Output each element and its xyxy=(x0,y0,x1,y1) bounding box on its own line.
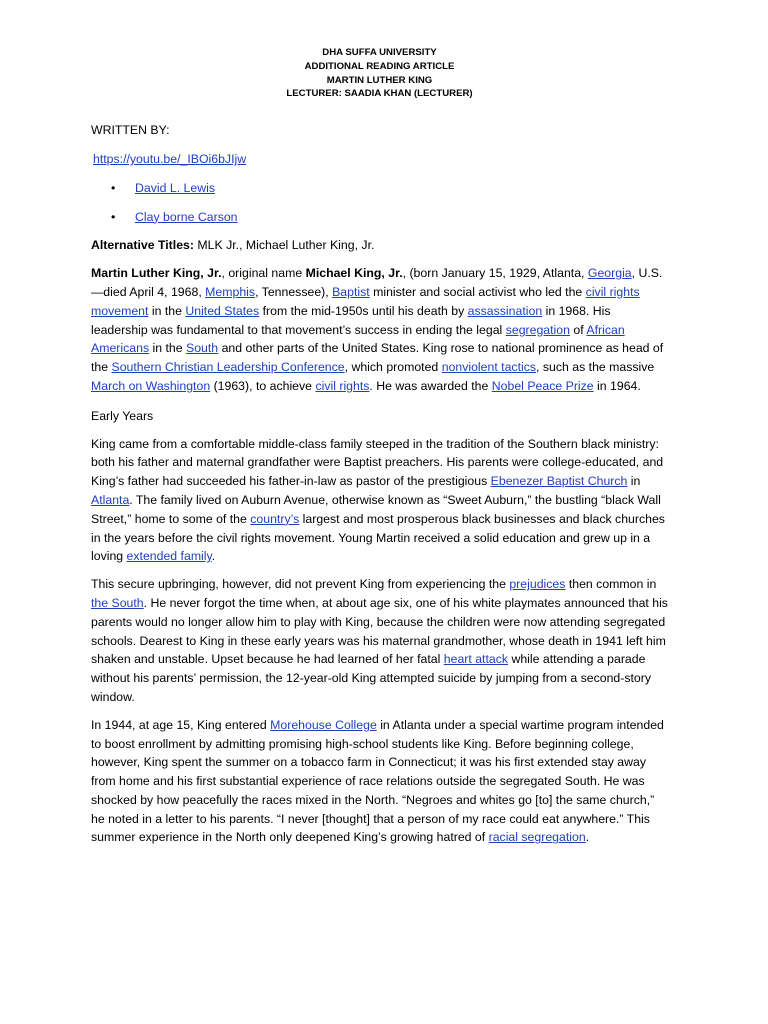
text-run: , (born January 15, 1929, Atlanta, xyxy=(402,266,588,281)
link-georgia[interactable]: Georgia xyxy=(587,266,632,281)
text-run: in the xyxy=(148,303,186,318)
link-atlanta[interactable]: Atlanta xyxy=(91,492,130,507)
text-run: from the mid-1950s until his death by xyxy=(259,303,468,318)
list-item xyxy=(111,208,668,227)
link-civil-rights-movement[interactable]: civil rights movement xyxy=(91,284,640,318)
article-type: ADDITIONAL READING ARTICLE xyxy=(304,60,455,72)
text-run: King came from a comfortable middle-class family steeped in the tradition of the Southern black ministry: both his father and maternal grandfather were Baptist preachers. His parents were college-educated, and King’s father had succeeded his father-in-law as pastor of the prestigious xyxy=(91,436,664,489)
link-south[interactable]: South xyxy=(186,341,219,356)
link-the-south[interactable]: the South xyxy=(91,595,144,610)
bullet-icon: • xyxy=(111,180,116,195)
link-sclc[interactable]: Southern Christian Leadership Conference xyxy=(111,360,345,375)
link-assassination[interactable]: assassination xyxy=(467,303,543,318)
link-countrys[interactable]: country’s xyxy=(250,511,300,526)
text-run: in Atlanta under a special wartime program intended to boost enrollment by admitting promising high-school students like King. Before beginning college, however, King spent the summer on a tobacco farm in Connecticut; it was his first extended stay away from home and his first substantial experience of race relations outside the segregated South. He was shocked by how peacefully the races mixed in the North. “Negroes and whites go [to] the same church,” he noted in a letter to his parents. “I never [thought] that a person of my race could eat anywhere.” This summer experience in the North only deepened King’s growing hatred of xyxy=(91,717,664,845)
lecturer-line: LECTURER: SAADIA KHAN (LECTURER) xyxy=(286,88,473,100)
text-run: , Tennessee), xyxy=(255,284,333,299)
section-heading-early-years: Early Years xyxy=(91,408,154,423)
document-header xyxy=(91,46,668,101)
link-nonviolent-tactics[interactable]: nonviolent tactics xyxy=(441,360,537,375)
link-african-americans[interactable]: African Americans xyxy=(91,322,625,356)
link-memphis[interactable]: Memphis xyxy=(205,284,256,299)
alternative-titles xyxy=(91,236,668,255)
text-run: , such as the massive xyxy=(536,360,655,375)
link-segregation[interactable]: segregation xyxy=(505,322,570,337)
bullet-icon: • xyxy=(111,209,116,224)
link-march-on-washington[interactable]: March on Washington xyxy=(91,378,211,393)
text-run: This secure upbringing, however, did not prevent King from experiencing the xyxy=(91,577,510,592)
article-title: MARTIN LUTHER KING xyxy=(326,74,433,86)
text-run: in 1968. His leadership was fundamental to that movement’s success in ending the legal xyxy=(91,303,611,337)
text-run: , original name xyxy=(221,266,306,281)
early-years-paragraph-2 xyxy=(91,575,668,707)
text-run: . xyxy=(211,549,216,564)
source-link-line xyxy=(91,150,668,169)
text-run: , U.S.—died April 4, 1968, xyxy=(91,266,663,299)
link-morehouse-college[interactable]: Morehouse College xyxy=(270,717,377,732)
text-run: In 1944, at age 15, King entered xyxy=(91,717,271,732)
list-item xyxy=(111,179,668,198)
text-run: , which promoted xyxy=(344,360,442,375)
alternative-titles-label: Alternative Titles: xyxy=(91,238,194,253)
link-extended-family[interactable]: extended family xyxy=(126,549,212,564)
text-run: . xyxy=(585,830,590,845)
university-name: DHA SUFFA UNIVERSITY xyxy=(322,47,437,58)
text-run: of xyxy=(569,322,587,337)
text-run: (1963), to achieve xyxy=(210,378,316,393)
original-name-bold: Michael King, Jr. xyxy=(305,266,403,281)
text-run: in 1964. xyxy=(593,378,641,393)
link-baptist[interactable]: Baptist xyxy=(332,284,370,299)
link-heart-attack[interactable]: heart attack xyxy=(443,652,509,667)
text-run: . He never forgot the time when, at about age six, one of his white playmates announced that his parents would no longer allow him to play with King, because the children were now attending segregated schools. Dearest to King in these early years was his maternal grandmother, whose death in 1941 left him shaken and unstable. Upset because he had learned of her fatal xyxy=(91,595,668,667)
text-run: while attending a parade without his parents’ permission, the 12-year-old King attempted suicide by jumping from a second-story window. xyxy=(91,652,652,704)
early-years-paragraph-1 xyxy=(91,435,668,567)
early-years-paragraph-3 xyxy=(91,716,668,848)
link-ebenezer-baptist-church[interactable]: Ebenezer Baptist Church xyxy=(490,474,628,489)
link-racial-segregation[interactable]: racial segregation xyxy=(488,830,586,845)
text-run: in xyxy=(627,474,641,489)
text-run: . He was awarded the xyxy=(369,378,492,393)
youtube-link[interactable]: https://youtu.be/_IBOi6bJIjw xyxy=(93,151,247,166)
text-run: in the xyxy=(149,341,187,356)
text-run: and other parts of the United States. King rose to national prominence as head of the xyxy=(91,341,664,375)
alternative-titles-value: MLK Jr., Michael Luther King, Jr. xyxy=(193,238,375,253)
text-run: then common in xyxy=(565,577,657,592)
document-body xyxy=(91,121,668,847)
intro-paragraph xyxy=(91,264,668,396)
text-run: minister and social activist who led the xyxy=(369,284,586,299)
link-nobel-peace-prize[interactable]: Nobel Peace Prize xyxy=(491,378,594,393)
link-united-states[interactable]: United States xyxy=(185,303,260,318)
authors-list xyxy=(91,179,668,227)
author-link-lewis[interactable]: David L. Lewis xyxy=(135,180,215,195)
author-link-carson[interactable]: Clay borne Carson xyxy=(135,209,238,224)
link-civil-rights[interactable]: civil rights xyxy=(315,378,370,393)
written-by-label: WRITTEN BY: xyxy=(91,123,170,138)
text-run: largest and most prosperous black businesses and black churches in the years before the civil rights movement. Young Martin received a solid education and grew up in a loving xyxy=(91,511,665,564)
text-run: . The family lived on Auburn Avenue, otherwise known as “Sweet Auburn,” the bustling “black Wall Street,” home to some of the xyxy=(91,492,661,526)
link-prejudices[interactable]: prejudices xyxy=(509,577,566,592)
name-bold: Martin Luther King, Jr. xyxy=(91,266,222,281)
